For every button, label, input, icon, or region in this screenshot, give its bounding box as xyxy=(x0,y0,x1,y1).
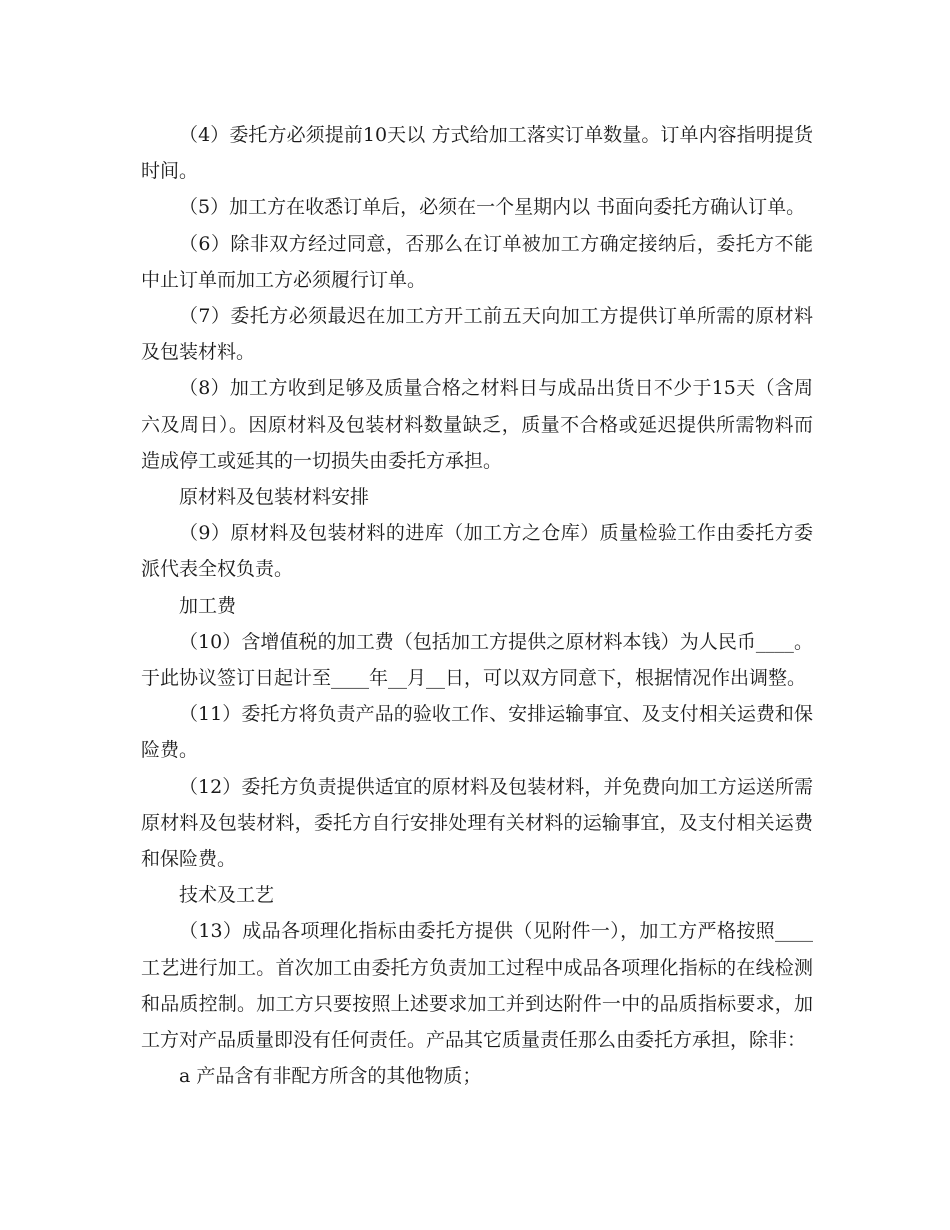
paragraph-10: （10）含增值税的加工费（包括加工方提供之原材料本钱）为人民币____。于此协议签订日起计至____年__月__日，可以双方同意下，根据情况作出调整。 xyxy=(141,630,813,690)
paragraph-8: （8）加工方收到足够及质量合格之材料日与成品出货日不少于15天（含周六及周日）。因原材料及包装材料数量缺乏，质量不合格或延迟提供所需物料而造成停工或延其的一切损失由委托方承担。 xyxy=(141,377,813,472)
paragraph-13: （13）成品各项理化指标由委托方提供（见附件一），加工方严格按照____工艺进行加工。首次加工由委托方负责加工过程中成品各项理化指标的在线检测和品质控制。加工方只要按照上述要求加工并到达附件一中的品质指标要求，加工方对产品质量即没有任何责任。产品其它质量责任那么由委托方承担，除非： xyxy=(141,920,813,1052)
document-body xyxy=(141,117,813,1094)
paragraph-12: （12）委托方负责提供适宜的原材料及包装材料，并免费向加工方运送所需原材料及包装材料，委托方自行安排处理有关材料的运输事宜，及支付相关运费和保险费。 xyxy=(141,775,813,871)
paragraph-11: （11）委托方将负责产品的验收工作、安排运输事宜、及支付相关运费和保险费。 xyxy=(141,703,813,762)
paragraph-9: （9）原材料及包装材料的进库（加工方之仓库）质量检验工作由委托方委派代表全权负责。 xyxy=(141,522,813,581)
section-heading-processing-fee: 加工费 xyxy=(179,594,237,617)
list-item-a: a 产品含有非配方所含的其他物质； xyxy=(179,1065,482,1088)
paragraph-4: （4）委托方必须提前10天以 方式给加工落实订单数量。订单内容指明提货时间。 xyxy=(141,124,813,183)
section-heading-materials: 原材料及包装材料安排 xyxy=(179,486,370,509)
paragraph-5: （5）加工方在收悉订单后，必须在一个星期内以 书面向委托方确认订单。 xyxy=(179,196,806,219)
section-heading-technology: 技术及工艺 xyxy=(179,884,275,907)
paragraph-6: （6）除非双方经过同意，否那么在订单被加工方确定接纳后，委托方不能中止订单而加工方必须履行订单。 xyxy=(141,232,813,291)
paragraph-7: （7）委托方必须最迟在加工方开工前五天向加工方提供订单所需的原材料及包装材料。 xyxy=(141,305,813,364)
